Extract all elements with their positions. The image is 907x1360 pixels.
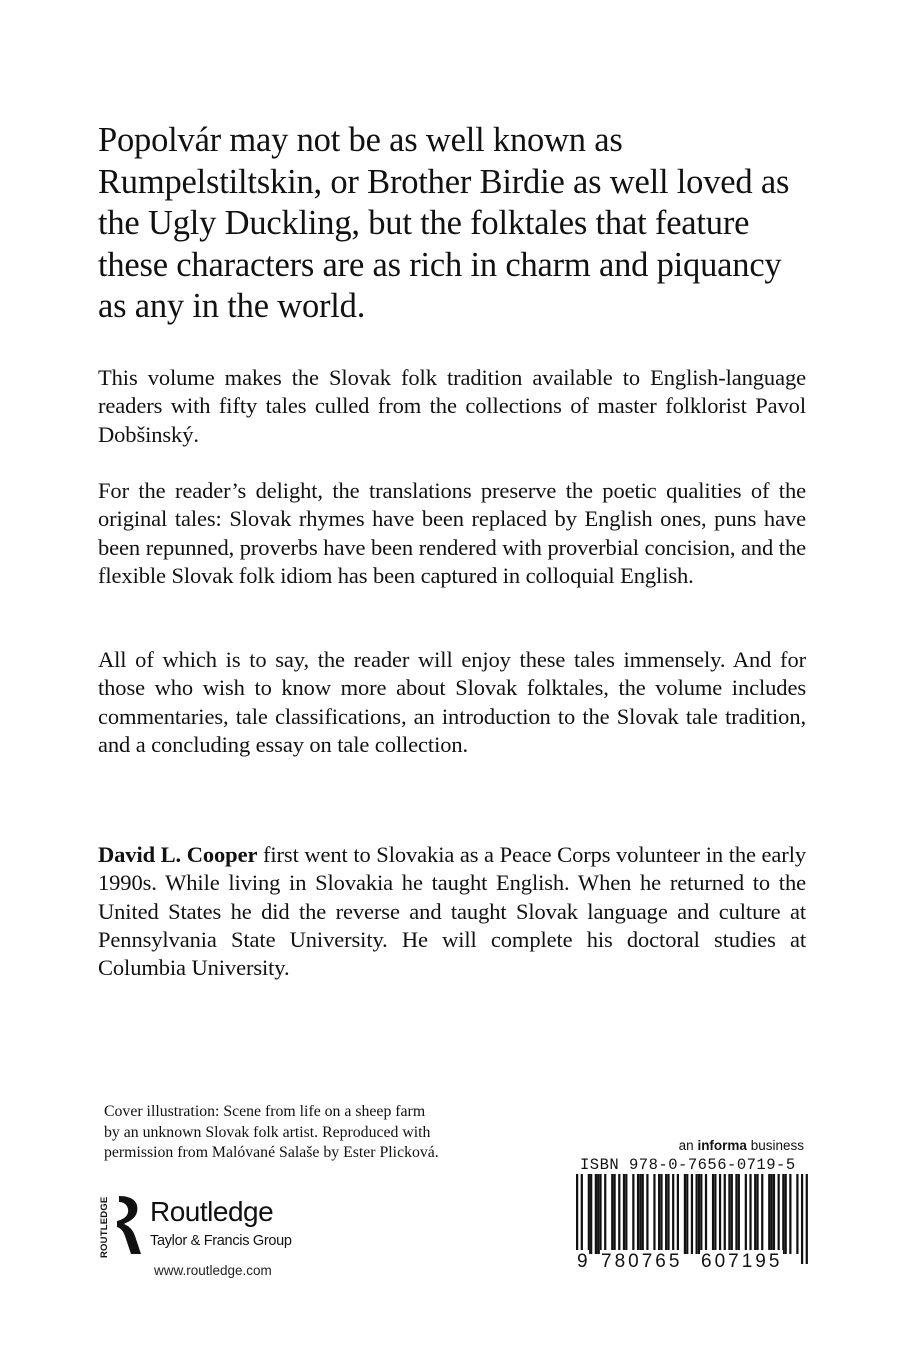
barcode-bar bbox=[604, 1174, 606, 1254]
barcode-bar bbox=[705, 1174, 707, 1254]
barcode-bar bbox=[754, 1174, 756, 1254]
description-paragraph-2: For the reader’s delight, the translations preserve the poetic qualities of the original tales: Slovak rhymes have been replaced by English ones, puns have been repunned, proverbs have been rendered with proverbial concision, and the flexible Slovak folk idiom has been captured in colloquial English. bbox=[98, 478, 806, 588]
barcode-block bbox=[576, 1138, 808, 1276]
informa-prefix: an bbox=[678, 1138, 698, 1153]
barcode-bar bbox=[646, 1174, 648, 1254]
barcode-bar bbox=[667, 1174, 669, 1254]
barcode-bar bbox=[789, 1174, 791, 1254]
barcode-bar bbox=[597, 1174, 599, 1254]
description-paragraph-1: This volume makes the Slovak folk tradition available to English-language readers with fifty tales culled from the collections of master folklorist Pavol Dobšinský. bbox=[98, 365, 806, 447]
publisher-block bbox=[98, 1192, 358, 1282]
barcode-bar bbox=[735, 1174, 737, 1254]
barcode-bar bbox=[618, 1174, 620, 1254]
barcode-bar bbox=[595, 1174, 597, 1254]
barcode-bar bbox=[677, 1174, 679, 1254]
barcode-bar bbox=[637, 1174, 639, 1254]
barcode-bar bbox=[660, 1174, 662, 1254]
barcode-digit-first: 9 bbox=[577, 1251, 588, 1272]
author-bio-paragraph bbox=[98, 841, 806, 982]
barcode-bar bbox=[731, 1174, 733, 1254]
informa-tagline bbox=[679, 1138, 804, 1154]
informa-brand: informa bbox=[697, 1138, 747, 1153]
barcode-bar bbox=[625, 1174, 627, 1254]
barcode-bar bbox=[639, 1174, 641, 1254]
isbn-text: ISBN 978-0-7656-0719-5 bbox=[580, 1156, 796, 1174]
publisher-vertical-wordmark: ROUTLEDGE bbox=[99, 1196, 110, 1258]
barcode-bar bbox=[738, 1174, 740, 1254]
barcode-bar bbox=[684, 1174, 686, 1254]
barcode-bar bbox=[599, 1174, 601, 1254]
barcode-bar bbox=[745, 1174, 747, 1254]
barcode-bar bbox=[613, 1174, 615, 1254]
barcode-bar bbox=[588, 1174, 590, 1254]
blurb-text: Popolvár may not be as well known as Rumpelstiltskin, or Brother Birdie as well loved as the Ugly Duckling, but the folktales that feature these characters are as rich in charm and piquancy as any in the world. bbox=[98, 121, 790, 325]
barcode-bar bbox=[700, 1174, 702, 1254]
barcode-digits-left: 780765 bbox=[601, 1251, 683, 1272]
barcode-bar bbox=[642, 1174, 644, 1254]
barcode-bar bbox=[696, 1174, 698, 1254]
barcode-bar bbox=[785, 1174, 787, 1254]
barcode-bar bbox=[686, 1174, 688, 1254]
barcode-bar bbox=[768, 1174, 770, 1254]
barcode-digits bbox=[576, 1250, 808, 1276]
author-name: David L. Cooper bbox=[98, 842, 258, 867]
barcode-bar bbox=[632, 1174, 634, 1254]
barcode-bar bbox=[773, 1174, 775, 1254]
barcode-bar bbox=[771, 1174, 773, 1254]
cover-credit-line-1: Cover illustration: Scene from life on a sheep farm bbox=[104, 1103, 426, 1120]
barcode-bar bbox=[778, 1174, 780, 1254]
barcode-bar bbox=[749, 1174, 751, 1254]
barcode-bar bbox=[712, 1174, 714, 1254]
barcode-bar bbox=[653, 1174, 655, 1254]
barcode-bar bbox=[724, 1174, 726, 1254]
barcode-bar bbox=[611, 1174, 613, 1254]
barcode-bar bbox=[623, 1174, 625, 1254]
barcode-bar bbox=[698, 1174, 700, 1254]
informa-suffix: business bbox=[746, 1138, 804, 1153]
barcode-bar bbox=[728, 1174, 730, 1254]
publisher-name: Routledge bbox=[150, 1196, 274, 1227]
barcode-bar bbox=[672, 1174, 674, 1254]
barcode-bar bbox=[714, 1174, 716, 1254]
barcode-bar bbox=[756, 1174, 758, 1254]
barcode-bar bbox=[590, 1174, 592, 1254]
barcode-bar bbox=[665, 1174, 667, 1254]
cover-credit bbox=[104, 1102, 524, 1164]
author-bio: first went to Slovakia as a Peace Corps volunteer in the early 1990s. While living in Slovakia he taught English. When he returned to the United States he did the reverse and taught Slovak language and culture at Pennsylvania State University. He will complete his doctoral studies at Columbia University. bbox=[98, 842, 806, 981]
barcode-bar bbox=[719, 1174, 721, 1254]
routledge-logo-icon bbox=[113, 1194, 143, 1256]
cover-credit-line-2: by an unknown Slovak folk artist. Reproduced with bbox=[104, 1123, 431, 1141]
barcode-bar bbox=[761, 1174, 763, 1254]
barcode-bar bbox=[782, 1174, 784, 1254]
cover-credit-line-3: permission from Malóvané Salaše by Ester Plicková. bbox=[104, 1144, 439, 1161]
publisher-group: Taylor & Francis Group bbox=[150, 1233, 292, 1249]
publisher-url: www.routledge.com bbox=[154, 1263, 272, 1278]
barcode-digits-right: 607195 bbox=[701, 1251, 783, 1272]
barcode-bar bbox=[796, 1174, 798, 1254]
description-paragraph-3: All of which is to say, the reader will enjoy these tales immensely. And for those who wish to know more about Slovak folktales, the volume includes commentaries, tale classifications, an introduction to the Slovak tale tradition, and a concluding essay on tale collection. bbox=[98, 647, 806, 757]
barcode-bar bbox=[691, 1174, 693, 1254]
barcode-bar bbox=[658, 1174, 660, 1254]
